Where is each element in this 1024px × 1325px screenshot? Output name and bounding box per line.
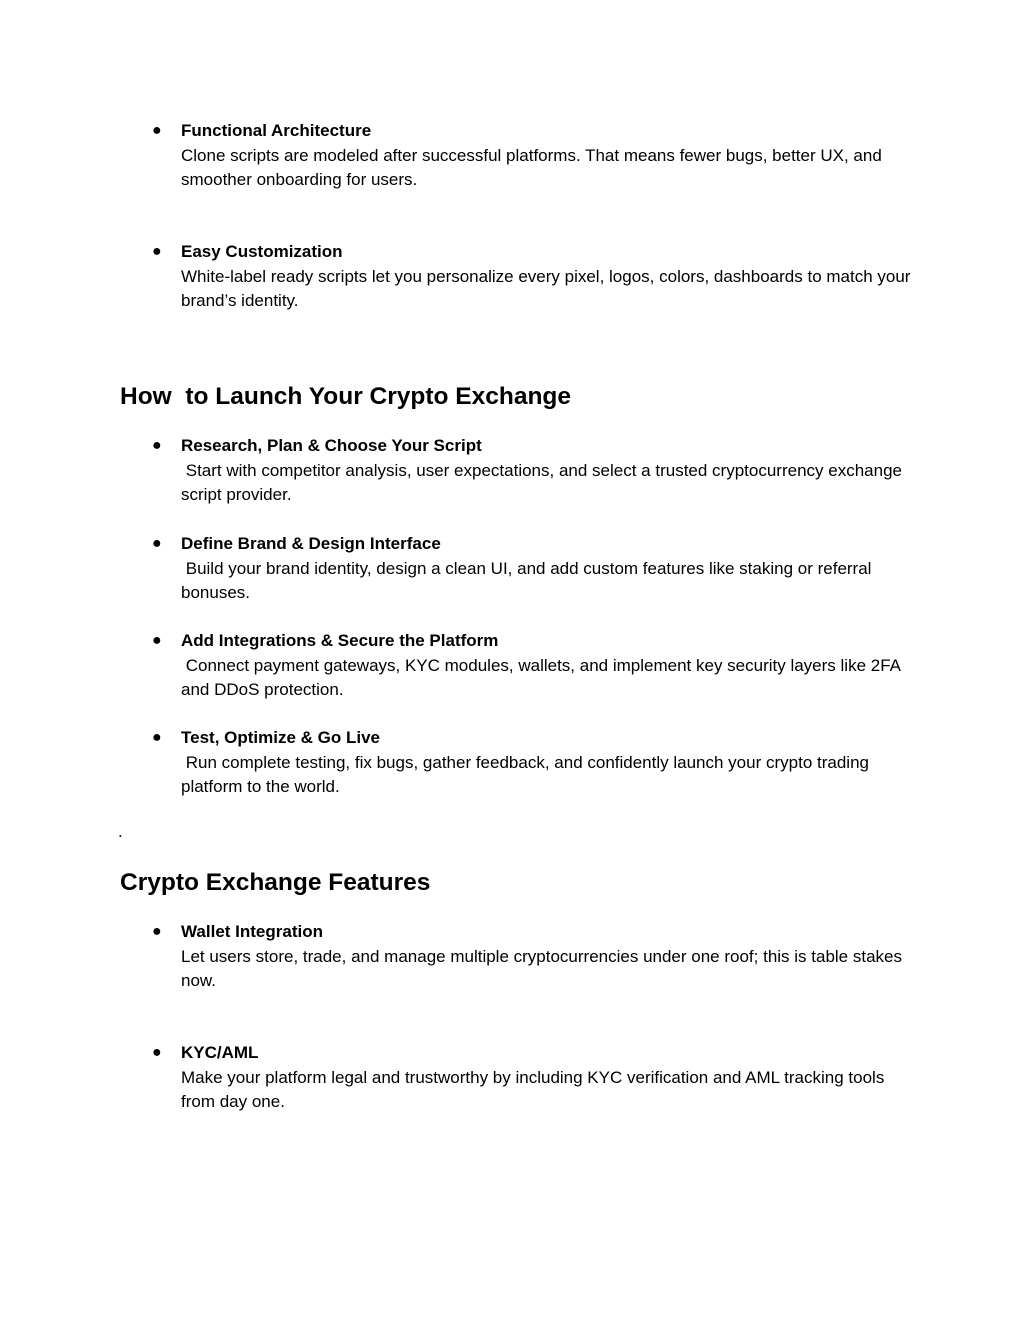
list-item-title: Easy Customization bbox=[181, 242, 343, 261]
list-item-body: Run complete testing, fix bugs, gather feedback, and confidently launch your crypto trading platform to the world. bbox=[181, 752, 874, 796]
list-item-title: Test, Optimize & Go Live bbox=[181, 728, 380, 747]
list-item-body: Connect payment gateways, KYC modules, wallets, and implement key security layers like 2FA and DDoS protection. bbox=[181, 655, 905, 699]
section-heading-launch: How to Launch Your Crypto Exchange bbox=[120, 383, 572, 410]
bullet-icon: ● bbox=[152, 122, 162, 139]
list-item-body: Clone scripts are modeled after successful platforms. That means fewer bugs, better UX, and smoother onboarding for users. bbox=[181, 145, 887, 189]
bullet-icon: ● bbox=[152, 535, 162, 552]
list-item-title: Add Integrations & Secure the Platform bbox=[181, 631, 499, 650]
list-item-title: Functional Architecture bbox=[181, 121, 372, 140]
list-item-body: Let users store, trade, and manage multiple cryptocurrencies under one roof; this is table stakes now. bbox=[181, 946, 907, 990]
list-item-title: Wallet Integration bbox=[181, 922, 323, 941]
list-item-body: Build your brand identity, design a clean UI, and add custom features like staking or referral bonuses. bbox=[181, 558, 877, 602]
list-item-body: Start with competitor analysis, user expectations, and select a trusted cryptocurrency exchange script provider. bbox=[181, 460, 907, 504]
bullet-icon: ● bbox=[152, 243, 162, 260]
bullet-icon: ● bbox=[152, 923, 162, 940]
bullet-icon: ● bbox=[152, 1044, 162, 1061]
bullet-icon: ● bbox=[152, 437, 162, 454]
list-item-title: Research, Plan & Choose Your Script bbox=[181, 436, 482, 455]
list-item-title: Define Brand & Design Interface bbox=[181, 534, 441, 553]
list-item-title: KYC/AML bbox=[181, 1043, 259, 1062]
list-item-body: White-label ready scripts let you personalize every pixel, logos, colors, dashboards to match your brand’s identity. bbox=[181, 266, 916, 310]
stray-period: . bbox=[118, 822, 123, 841]
bullet-icon: ● bbox=[152, 632, 162, 649]
section-heading-features: Crypto Exchange Features bbox=[120, 869, 431, 896]
list-item-body: Make your platform legal and trustworthy by including KYC verification and AML tracking tools from day one. bbox=[181, 1067, 890, 1111]
bullet-icon: ● bbox=[152, 729, 162, 746]
